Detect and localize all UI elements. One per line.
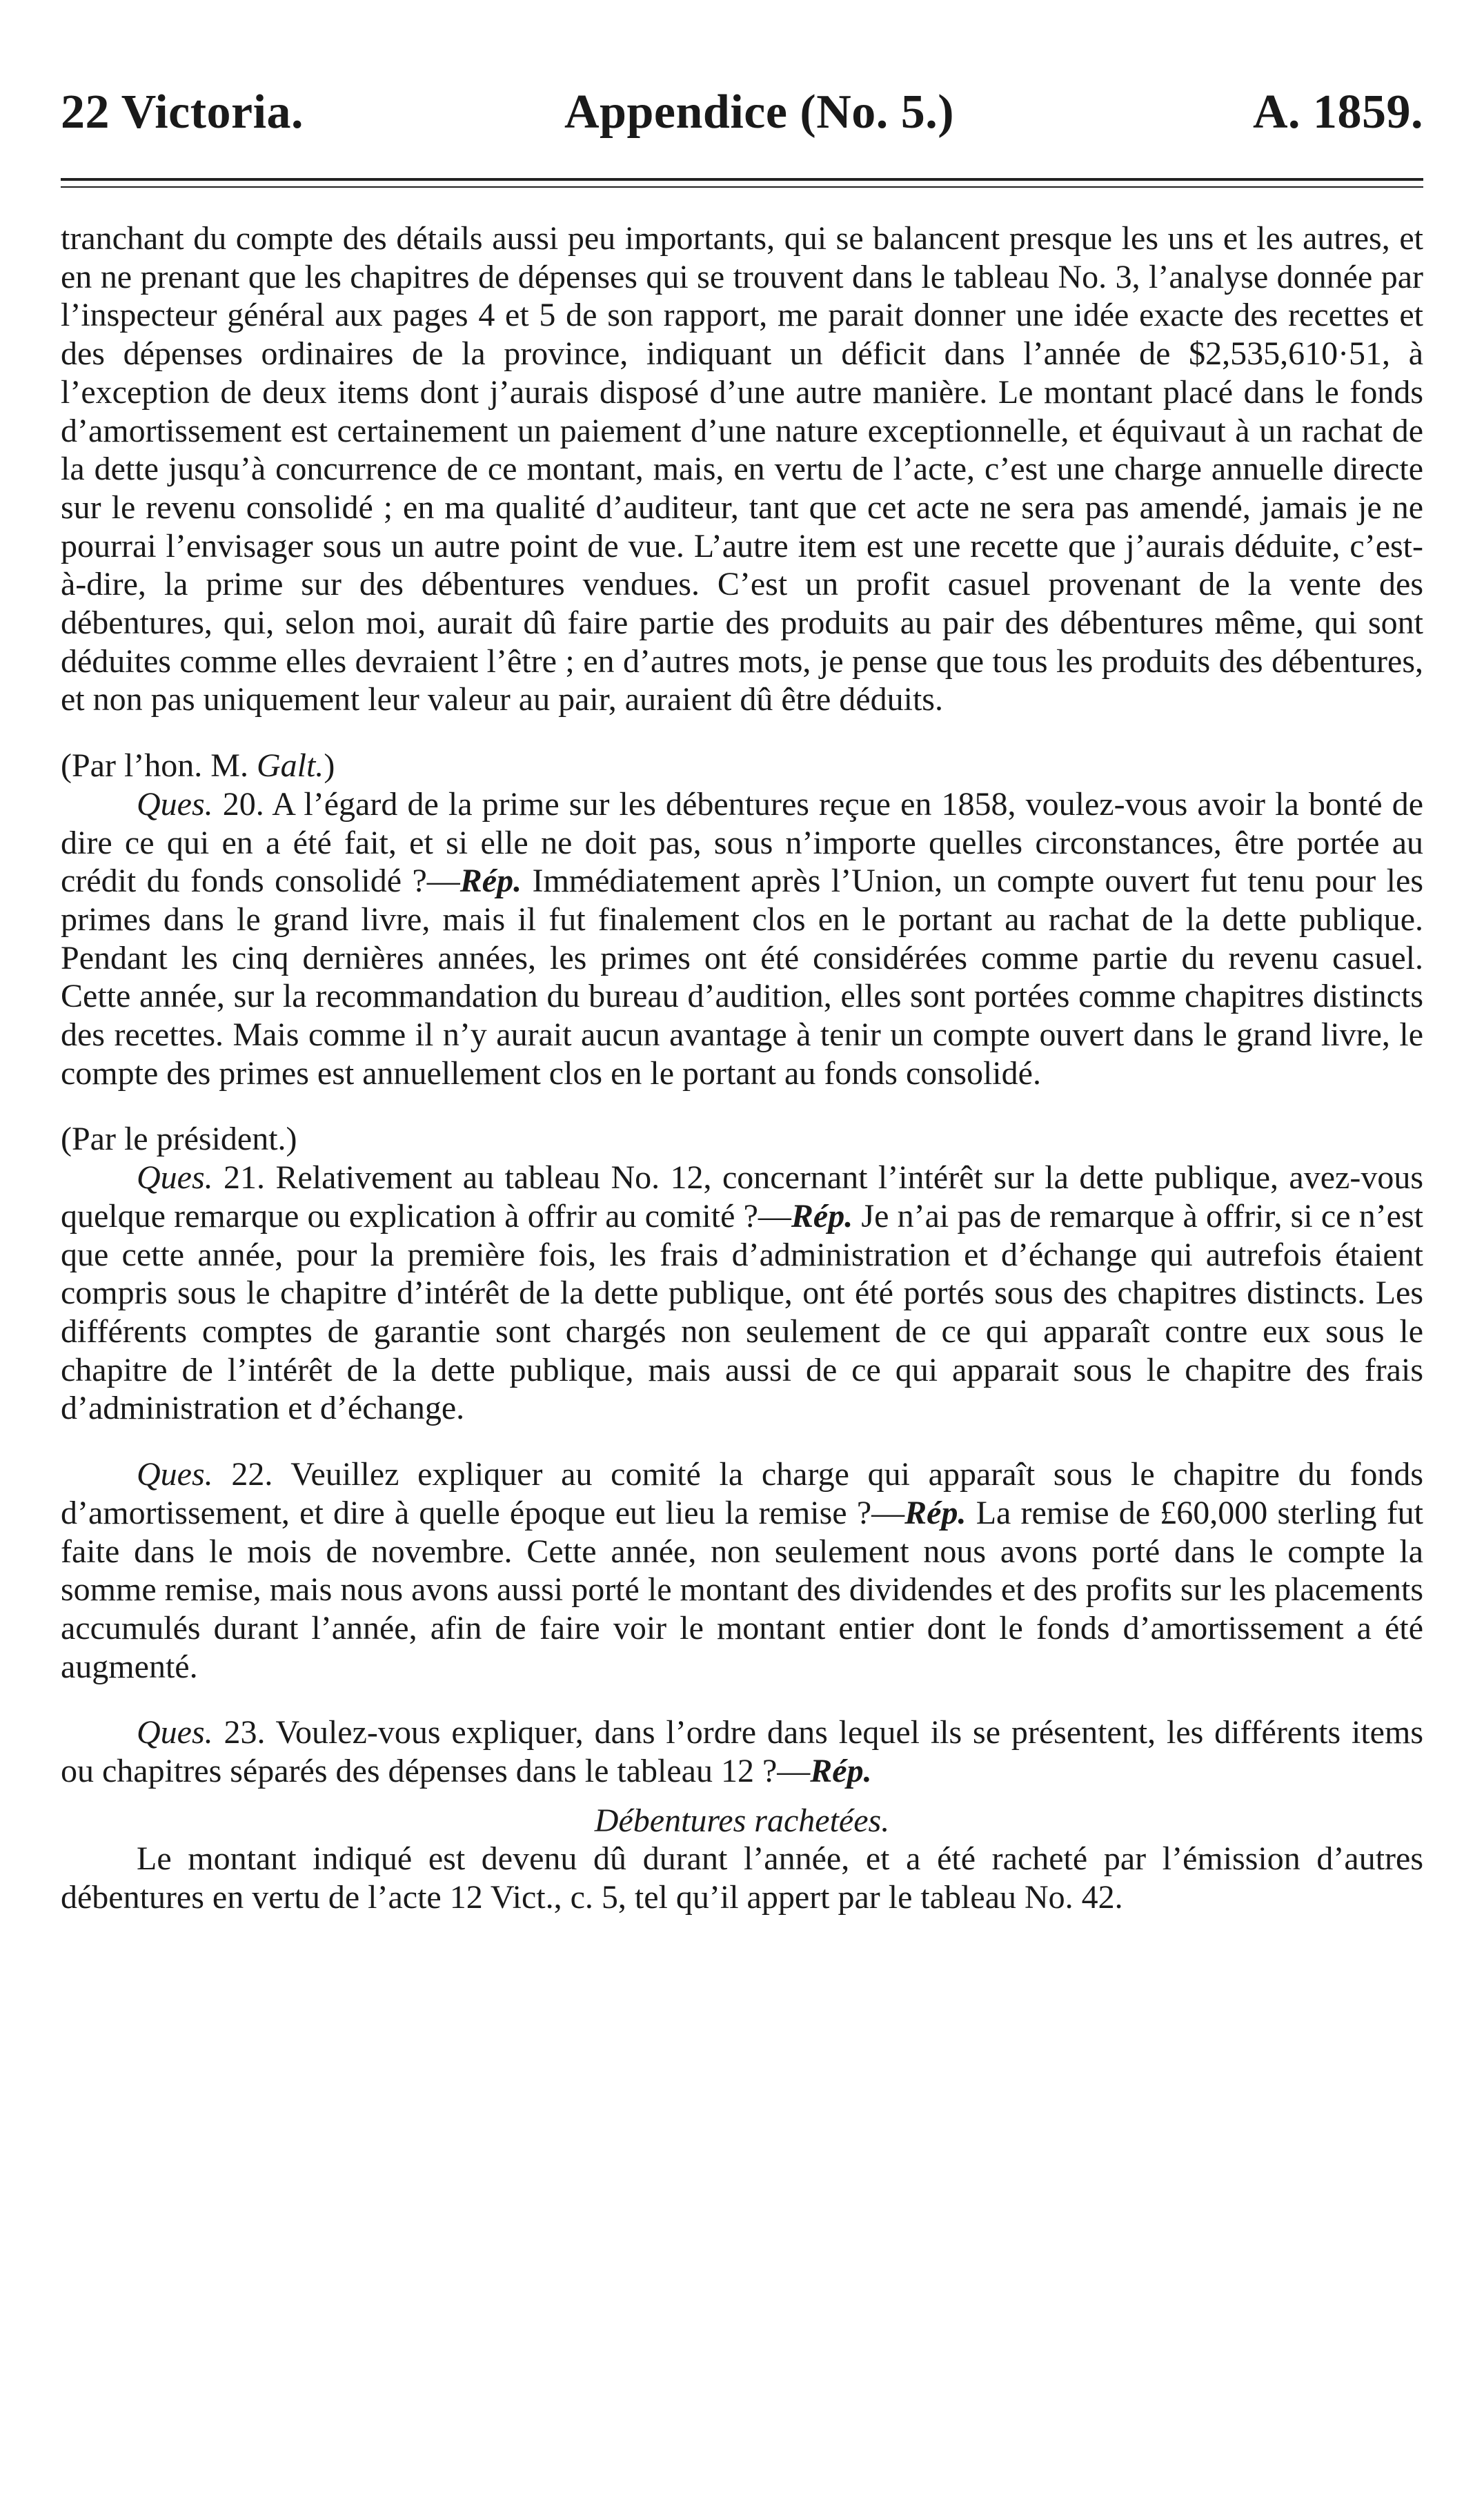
question-label: Ques. <box>137 1714 213 1751</box>
question-text: 22. Veuillez expliquer au comité la charge qui apparaît sous le chapitre du fonds d’amortissement, et dire à quelle époque eut lieu la remise ?— <box>61 1456 1423 1531</box>
answer-label: Rép. <box>810 1753 872 1790</box>
answer-label: Rép. <box>904 1494 967 1531</box>
header-appendix: Appendice (No. 5.) <box>564 86 955 139</box>
speaker-attribution-galt <box>61 747 1423 785</box>
speaker-name: Galt. <box>256 747 324 785</box>
header-rule-thin <box>61 186 1423 188</box>
question-22 <box>61 1455 1423 1686</box>
header-session: 22 Victoria. <box>61 86 304 139</box>
speaker-attribution-president: (Par le président.) <box>61 1121 297 1158</box>
header-rule-thick <box>61 178 1423 181</box>
paragraph-debentures: Le montant indiqué est devenu dû durant l’année, et a été racheté par l’émission d’autres débentures en vertu de l’acte 12 Vict., c. 5, tel qu’il appert par le tableau No. 42. <box>61 1840 1423 1916</box>
question-text: 21. Relativement au tableau No. 12, concernant l’intérêt sur la dette publique, avez-vous quelque remarque ou explication à offrir au comité ?— <box>61 1159 1423 1235</box>
question-text: 20. A l’égard de la prime sur les débentures reçue en 1858, voulez-vous avoir la bonté de dire ce qui en a été fait, et si elle ne doit pas, sous n’importe quelles circonstances, être portée au crédit du fonds consolidé ?— <box>61 785 1423 900</box>
speaker-suffix: ) <box>324 747 335 785</box>
header-year: A. 1859. <box>1252 86 1423 139</box>
speaker-prefix: (Par l’hon. M. <box>61 747 257 785</box>
question-23 <box>61 1713 1423 1790</box>
question-text: 23. Voulez-vous expliquer, dans l’ordre dans lequel ils se présentent, les différents items ou chapitres séparés des dépenses dans le tableau 12 ?— <box>61 1714 1423 1790</box>
question-label: Ques. <box>137 1159 213 1197</box>
answer-text: La remise de £60,000 sterling fut faite dans le mois de novembre. Cette année, non seulement nous avons porté dans le compte la somme remise, mais nous avons aussi porté le montant des dividendes et des profits sur les placements accumulés durant l’année, afin de faire voir le montant entier dont le fonds d’amortissement a été augmenté. <box>61 1494 1424 1685</box>
question-label: Ques. <box>137 785 213 823</box>
answer-label: Rép. <box>791 1197 853 1235</box>
answer-label: Rép. <box>459 863 522 900</box>
paragraph-continuation: tranchant du compte des détails aussi peu importants, qui se balancent presque les uns et les autres, et en ne prenant que les chapitres de dépenses qui se trouvent dans le tableau No. 3, l’analyse donnée par l’inspecteur général aux pages 4 et 5 de son rapport, me parait donner une idée exacte des recettes et des dépenses ordinaires de la province, indiquant un déficit dans l’année de $2,535,610·51, à l’exception de deux items dont j’aurais disposé d’une autre manière. Le montant placé dans le fonds d’amortissement est certainement un paiement d’une nature exceptionnelle, et équivaut à un rachat de la dette jusqu’à concurrence de ce montant, mais, en vertu de l’acte, c’est une charge annuelle directe sur le revenu consolidé ; en ma qualité d’auditeur, tant que cet acte ne sera pas amendé, jamais je ne pourrai l’envisager sous un autre point de vue. L’autre item est une recette que j’aurais déduite, c’est-à-dire, la prime sur des débentures vendues. C’est un profit casuel provenant de la vente des débentures, qui, selon moi, aurait dû faire partie des produits au pair des débentures même, qui sont déduites comme elles devraient l’être ; en d’autres mots, je pense que tous les produits des débentures, et non pas uniquement leur valeur au pair, auraient dû être déduits. <box>61 220 1423 718</box>
page-header <box>61 81 1423 144</box>
answer-text: Je n’ai pas de remarque à offrir, si ce n’est que cette année, pour la première fois, les frais d’administration et d’échange qui autrefois étaient compris sous le chapitre d’intérêt de la dette publique, ont été portés sous des chapitres distincts. Les différents comptes de garantie sont chargés non seulement de ce qui apparaît contre eux sous le chapitre de l’intérêt de la dette publique, mais aussi de ce qui apparait sous le chapitre des frais d’administration et d’échange. <box>61 1197 1423 1427</box>
question-20 <box>61 785 1423 1093</box>
answer-text: Immédiatement après l’Union, un compte ouvert fut tenu pour les primes dans le grand livre, mais il fut finalement clos en le portant au rachat de la dette publique. Pendant les cinq dernières années, les primes ont été considérées comme partie du revenu casuel. Cette année, sur la recommandation du bureau d’audition, elles sont portées comme chapitres distincts des recettes. Mais comme il n’y aurait aucun avantage à tenir un compte ouvert dans le grand livre, le compte des primes est annuellement clos en le portant au fonds consolidé. <box>61 863 1423 1092</box>
question-21 <box>61 1159 1423 1428</box>
page-body <box>61 219 1423 1917</box>
question-label: Ques. <box>137 1456 213 1493</box>
section-heading: Débentures rachetées. <box>594 1802 890 1839</box>
